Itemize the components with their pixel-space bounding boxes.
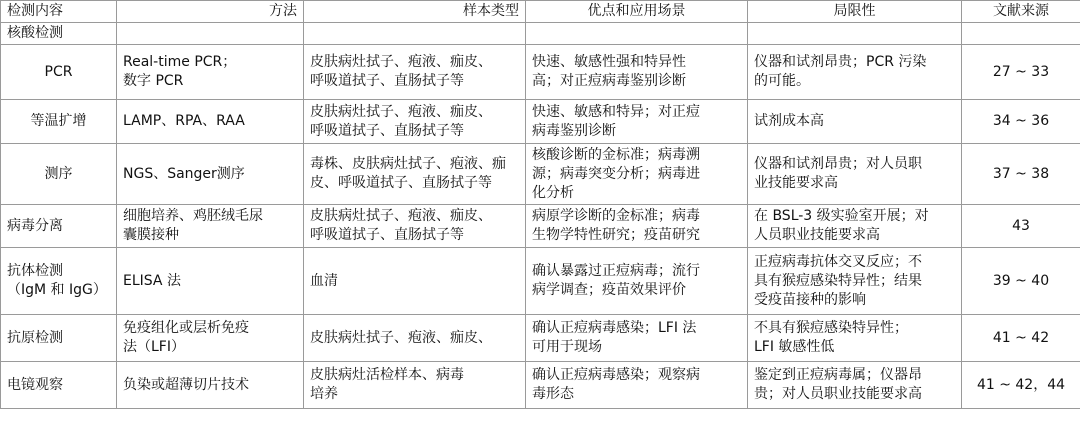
cell-limitation-line: 仪器和试剂昂贵；PCR 污染: [754, 54, 927, 70]
cell-content-text: 等温扩增: [30, 113, 87, 129]
cell-reference-text: 37 ~ 38: [992, 165, 1050, 182]
cell-limitation: [748, 205, 962, 248]
cell-sample-line: 血清: [310, 272, 338, 289]
cell-limitation: [748, 362, 962, 409]
table-row: [1, 100, 1080, 144]
cell-reference-text: 34 ~ 36: [992, 113, 1050, 129]
cell-content-text: 病毒分离: [7, 217, 63, 234]
cell-advantage-line: 核酸诊断的金标准；病毒溯: [532, 146, 700, 163]
cell-content-text: 抗原检测: [7, 329, 63, 346]
cell-sample: [304, 315, 526, 362]
cell-sample-line: 皮、呼吸道拭子、直肠拭子等: [310, 175, 492, 191]
cell-method: [117, 248, 304, 315]
cell-sample-line: 皮肤病灶拭子、疱液、痂皮、: [310, 103, 492, 120]
cell-advantage: [526, 248, 748, 315]
header-limitation: 局限性: [748, 1, 962, 23]
table-row: [1, 248, 1080, 315]
cell-advantage-line: 病原学诊断的金标准；病毒: [532, 208, 700, 224]
cell-advantage-line: 快速、敏感性强和特异性: [532, 54, 686, 70]
cell-sample: [304, 205, 526, 248]
table-row: [1, 315, 1080, 362]
cell-content: [1, 315, 117, 362]
cell-method-line: 数字 PCR: [123, 73, 184, 89]
cell-limitation-line: 贵；对人员职业技能要求高: [754, 386, 922, 402]
cell-reference: [962, 248, 1080, 315]
cell-sample-line: 毒株、皮肤病灶拭子、疱液、痂: [310, 156, 506, 172]
cell-limitation: [748, 315, 962, 362]
table-row: [1, 362, 1080, 409]
cell-advantage-line: 快速、敏感和特异；对正痘: [532, 103, 700, 120]
cell-method-line: 法（LFI）: [123, 339, 185, 355]
cell-limitation-line: 的可能。: [754, 73, 810, 89]
cell-method-line: NGS、Sanger测序: [123, 165, 245, 182]
cell-advantage-line: 生物学特性研究；疫苗研究: [532, 227, 700, 243]
cell-limitation-line: 人员职业技能要求高: [754, 227, 880, 243]
cell-limitation-line: 试剂成本高: [754, 113, 824, 129]
cell-sample: [304, 248, 526, 315]
cell-method: [117, 205, 304, 248]
cell-reference-text: 39 ~ 40: [992, 272, 1050, 289]
cell-advantage-line: 确认暴露过正痘病毒；流行: [532, 263, 700, 279]
cell-limitation-line: 鉴定到正痘病毒属；仪器昂: [754, 367, 922, 383]
cell-method: [117, 144, 304, 205]
cell-advantage: [526, 45, 748, 100]
cell-method-line: Real-time PCR；: [123, 54, 237, 70]
cell-advantage-line: 确认正痘病毒感染；观察病: [532, 367, 700, 383]
header-method: 方法: [117, 1, 304, 23]
cell-advantage-line: 病毒鉴别诊断: [532, 122, 616, 139]
header-reference: 文献来源: [962, 1, 1080, 23]
cell-content-line: 抗体检测: [7, 263, 63, 279]
section-row: [1, 23, 1080, 45]
cell-sample: [304, 100, 526, 144]
header-row: [1, 1, 1080, 23]
cell-advantage-line: 毒形态: [532, 386, 574, 402]
cell-method-line: ELISA 法: [123, 272, 181, 289]
cell-method-line: LAMP、RPA、RAA: [123, 113, 245, 129]
cell-reference-text: 43: [1012, 217, 1030, 234]
header-sample: 样本类型: [304, 1, 526, 23]
cell-sample-line: 皮肤病灶拭子、疱液、痂皮、: [310, 329, 492, 346]
cell-sample: [304, 144, 526, 205]
table-row: [1, 205, 1080, 248]
cell-method-line: 负染或超薄切片技术: [123, 376, 249, 393]
cell-sample: [304, 362, 526, 409]
cell-limitation-line: 在 BSL-3 级实验室开展；对: [754, 208, 929, 224]
cell-content: [1, 362, 117, 409]
cell-sample-line: 呼吸道拭子、直肠拭子等: [310, 122, 464, 139]
cell-limitation-line: 仪器和试剂昂贵；对人员职: [754, 156, 922, 172]
header-advantage: 优点和应用场景: [526, 1, 748, 23]
cell-content-line: （IgM 和 IgG）: [7, 282, 107, 298]
cell-reference-text: 27 ~ 33: [992, 63, 1050, 80]
cell-content-text: 测序: [44, 165, 73, 182]
cell-advantage-line: 源；病毒突变分析；病毒进: [532, 165, 700, 182]
cell-advantage: [526, 100, 748, 144]
cell-advantage-line: 可用于现场: [532, 339, 602, 355]
cell-limitation-line: 不具有猴痘感染特异性；: [754, 320, 908, 336]
cell-advantage: [526, 315, 748, 362]
cell-method-line: 免疫组化或层析免疫: [123, 320, 249, 336]
cell-sample-line: 培养: [310, 386, 338, 402]
cell-content: [1, 248, 117, 315]
cell-limitation: [748, 45, 962, 100]
cell-sample: [304, 45, 526, 100]
cell-sample-line: 呼吸道拭子、直肠拭子等: [310, 227, 464, 243]
cell-reference: [962, 144, 1080, 205]
cell-limitation-line: LFI 敏感性低: [754, 339, 835, 355]
section-label: 核酸检测: [1, 23, 117, 45]
cell-reference: [962, 315, 1080, 362]
cell-reference: [962, 205, 1080, 248]
cell-method: [117, 100, 304, 144]
cell-advantage: [526, 362, 748, 409]
cell-advantage-line: 高；对正痘病毒鉴别诊断: [532, 73, 686, 89]
cell-limitation: [748, 248, 962, 315]
cell-advantage-line: 病学调查；疫苗效果评价: [532, 282, 686, 298]
cell-advantage: [526, 144, 748, 205]
cell-advantage: [526, 205, 748, 248]
cell-sample-line: 皮肤病灶拭子、疱液、痂皮、: [310, 208, 492, 224]
cell-content: [1, 205, 117, 248]
cell-limitation: [748, 144, 962, 205]
cell-limitation-line: 业技能要求高: [754, 175, 838, 191]
cell-limitation-line: 具有猴痘感染特异性；结果: [754, 272, 922, 289]
cell-advantage-line: 确认正痘病毒感染；LFI 法: [532, 320, 697, 336]
cell-method: [117, 362, 304, 409]
cell-method: [117, 315, 304, 362]
cell-content-text: 电镜观察: [7, 376, 63, 393]
table-row: [1, 144, 1080, 205]
table-row: [1, 45, 1080, 100]
cell-reference-text: 41 ~ 42，44: [976, 376, 1066, 393]
cell-content-text: PCR: [44, 63, 73, 80]
cell-limitation-line: 受疫苗接种的影响: [754, 291, 866, 308]
cell-sample-line: 皮肤病灶活检样本、病毒: [310, 367, 464, 383]
cell-content: [1, 45, 117, 100]
cell-sample-line: 皮肤病灶拭子、疱液、痂皮、: [310, 54, 492, 70]
cell-advantage-line: 化分析: [532, 184, 574, 201]
cell-reference-text: 41 ~ 42: [992, 329, 1050, 346]
cell-limitation: [748, 100, 962, 144]
cell-method: [117, 45, 304, 100]
cell-reference: [962, 362, 1080, 409]
cell-method-line: 囊膜接种: [123, 227, 179, 243]
cell-content: [1, 100, 117, 144]
cell-sample-line: 呼吸道拭子、直肠拭子等: [310, 73, 464, 89]
cell-method-line: 细胞培养、鸡胚绒毛尿: [123, 208, 263, 224]
cell-reference: [962, 100, 1080, 144]
cell-limitation-line: 正痘病毒抗体交叉反应；不: [754, 253, 922, 270]
cell-content: [1, 144, 117, 205]
header-content: 检测内容: [1, 1, 117, 23]
cell-reference: [962, 45, 1080, 100]
